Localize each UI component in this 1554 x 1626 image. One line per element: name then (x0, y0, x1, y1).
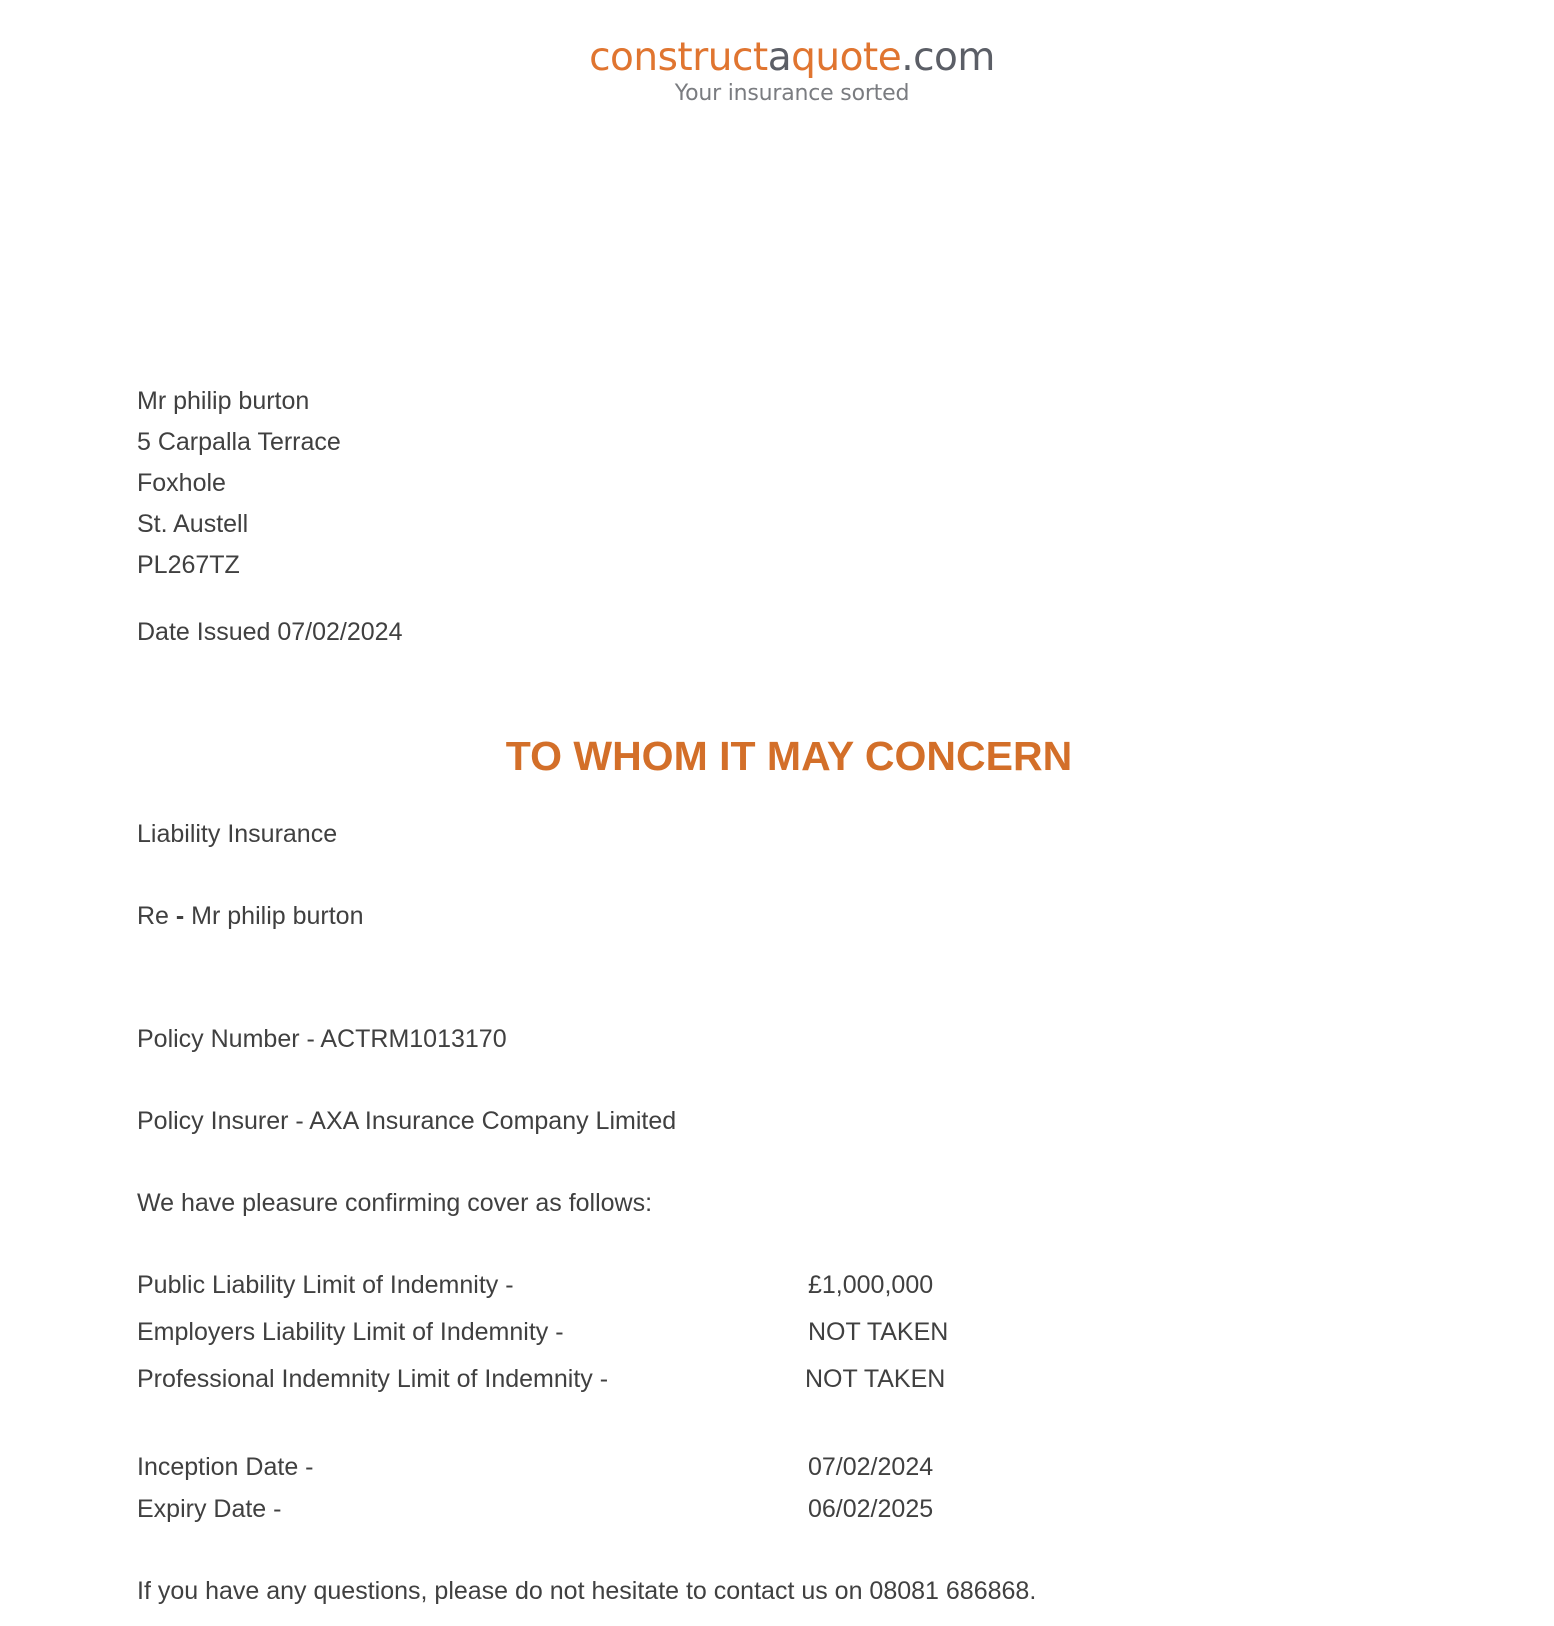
date-issued: Date Issued 07/02/2024 (137, 618, 403, 646)
inception-date-value: 07/02/2024 (808, 1453, 934, 1481)
recipient-name: Mr philip burton (137, 387, 310, 415)
cover-value-professional-indemnity: NOT TAKEN (805, 1365, 946, 1393)
logo-part-com: .com (901, 35, 995, 80)
logo-tagline: Your insurance sorted (674, 81, 910, 106)
cover-intro: We have pleasure confirming cover as follows: (137, 1189, 653, 1217)
re-line (137, 904, 363, 929)
recipient-address-line1: 5 Carpalla Terrace (137, 428, 341, 456)
letter-heading: TO WHOM IT MAY CONCERN (505, 733, 1073, 779)
logo-wordmark (589, 35, 995, 80)
cover-value-employers-liability: NOT TAKEN (808, 1318, 949, 1346)
cover-label-professional-indemnity: Professional Indemnity Limit of Indemnity - (137, 1365, 609, 1393)
cover-label-public-liability: Public Liability Limit of Indemnity - (137, 1271, 514, 1299)
policy-number: Policy Number - ACTRM1013170 (137, 1025, 507, 1053)
re-name: Mr philip burton (184, 902, 364, 930)
expiry-date-value: 06/02/2025 (808, 1495, 934, 1523)
company-logo (0, 35, 1554, 106)
recipient-address-line3: St. Austell (137, 510, 249, 538)
contact-line: If you have any questions, please do not hesitate to contact us on 08081 686868. (137, 1577, 1037, 1605)
re-prefix: Re (137, 902, 176, 930)
logo-part-quote: quote (791, 35, 902, 80)
expiry-date-label: Expiry Date - (137, 1495, 282, 1523)
re-dash: - (175, 902, 185, 930)
logo-part-a: a (767, 35, 792, 80)
cover-label-employers-liability: Employers Liability Limit of Indemnity - (137, 1318, 564, 1346)
inception-date-label: Inception Date - (137, 1453, 314, 1481)
recipient-address-line2: Foxhole (137, 469, 226, 497)
policy-insurer: Policy Insurer - AXA Insurance Company Limited (137, 1107, 677, 1135)
recipient-postcode: PL267TZ (137, 551, 240, 579)
subject-line: Liability Insurance (137, 820, 338, 848)
logo-part-construct: construct (589, 35, 768, 80)
cover-value-public-liability: £1,000,000 (808, 1271, 934, 1299)
